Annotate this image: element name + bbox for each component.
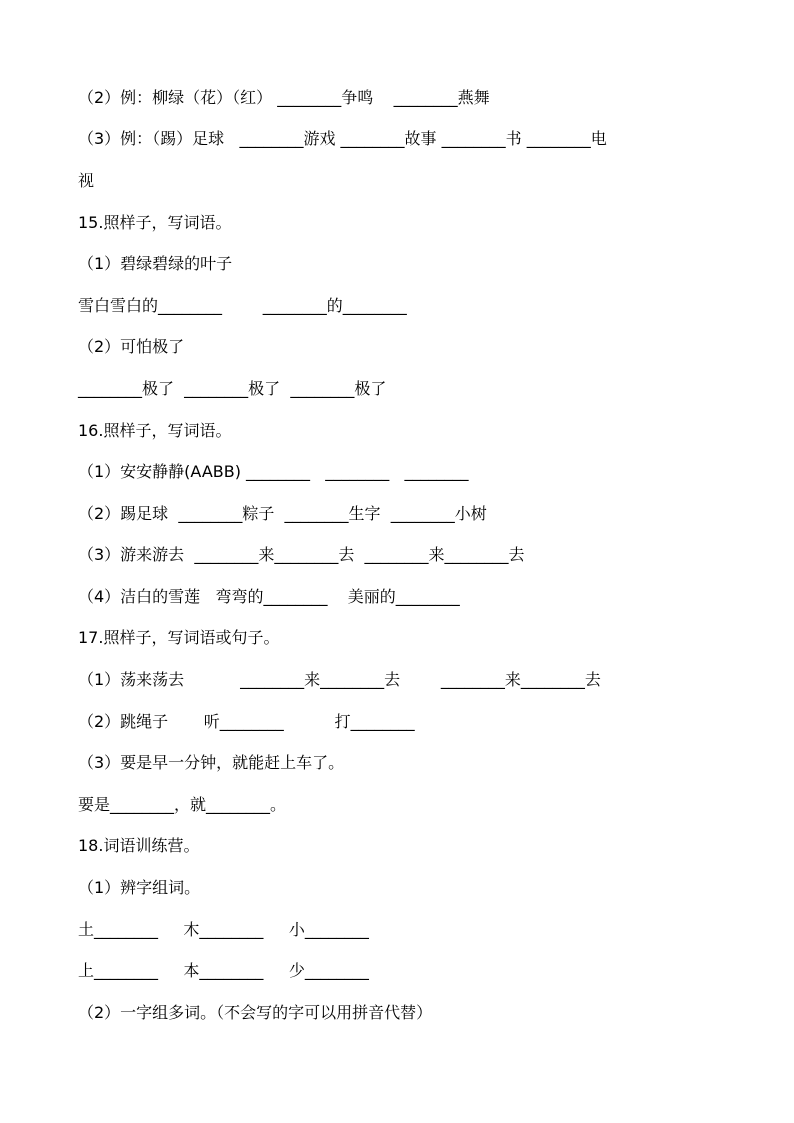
text-line: 土________ 木________ 小________ bbox=[78, 920, 369, 939]
text-line: （2）踢足球 ________粽子 ________生字 ________小树 bbox=[78, 504, 487, 523]
section-heading: 15.照样子，写词语。 bbox=[78, 213, 232, 232]
text-line: 要是________，就________。 bbox=[78, 795, 287, 814]
text-line: （3）游来游去 ________来________去 ________来________去 bbox=[78, 545, 525, 564]
text-line: （2）一字组多词。（不会写的字可以用拼音代替） bbox=[78, 1003, 433, 1022]
text-line: （4）洁白的雪莲 弯弯的________ 美丽的________ bbox=[78, 587, 460, 606]
text-line: 上________ 本________ 少________ bbox=[78, 961, 369, 980]
text-line: 雪白雪白的________ ________的________ bbox=[78, 296, 407, 315]
text-line: （1）安安静静(AABB) ________ ________ ________ bbox=[78, 462, 469, 481]
text-line: 视 bbox=[78, 171, 95, 190]
section-heading: 16.照样子，写词语。 bbox=[78, 421, 232, 440]
text-line: （2）跳绳子 听________ 打________ bbox=[78, 712, 415, 731]
text-line: （1）辨字组词。 bbox=[78, 878, 201, 897]
text-line: ________极了 ________极了 ________极了 bbox=[78, 379, 387, 398]
text-line: （1）荡来荡去 ________来________去 ________来________去 bbox=[78, 670, 601, 689]
section-heading: 18.词语训练营。 bbox=[78, 836, 200, 855]
text-line: （3）要是早一分钟，就能赶上车了。 bbox=[78, 753, 345, 772]
text-line: （2）例：柳绿（花）（红） ________争鸣 ________燕舞 bbox=[78, 88, 490, 107]
text-line: （3）例：（踢）足球 ________游戏 ________故事 ________书 ________电 bbox=[78, 129, 607, 148]
section-heading: 17.照样子，写词语或句子。 bbox=[78, 628, 280, 647]
text-line: （2）可怕极了 bbox=[78, 337, 185, 356]
text-line: （1）碧绿碧绿的叶子 bbox=[78, 254, 233, 273]
